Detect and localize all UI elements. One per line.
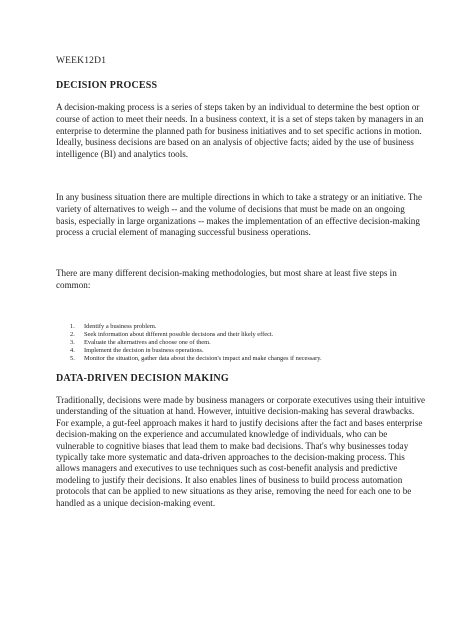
- step-text: Seek information about different possible decisions and their likely effect.: [84, 330, 274, 338]
- step-text: Evaluate the alternatives and choose one of them.: [84, 338, 211, 346]
- step-number: 5.: [70, 354, 75, 362]
- paragraph-business-situation: In any business situation there are multiple directions in which to take a strategy or an initiative. The variety of alternatives to weigh -- and the volume of decisions that must be made on an ongoing basis, especially in large organizations -- makes the implementation of an effective decision-making process a crucial element of managing successful business operations.: [56, 192, 423, 238]
- list-item: [70, 355, 430, 363]
- paragraph-definition: A decision-making process is a series of steps taken by an individual to determine the best option or course of action to meet their needs. In a business context, it is a set of steps taken by managers in an enterprise to determine the planned path for business initiatives and to set specific actions in motion. Ideally, business decisions are based on an analysis of objective facts; aided by the use of business intelligence (BI) and analytics tools.: [56, 102, 424, 160]
- paragraph-data-driven: Traditionally, decisions were made by business managers or corporate executives using their intuitive understanding of the situation at hand. However, intuitive decision-making has several drawbacks. For example, a gut-feel approach makes it hard to justify decisions after the fact and bases enterprise decision-making on the experience and accumulated knowledge of individuals, who can be vulnerable to cognitive biases that lead them to make bad decisions. That's why businesses today typically take more systematic and data-driven approaches to the decision-making process. This allows managers and executives to use techniques such as cost-benefit analysis and predictive modeling to justify their decisions. It also enables lines of business to build process automation protocols that can be applied to new situations as they arise, removing the need for each one to be handled as a unique decision-making event.: [56, 395, 426, 508]
- steps-list: [70, 323, 430, 363]
- step-text: Implement the decision in business operations.: [84, 346, 204, 354]
- paragraph-methodologies: There are many different decision-making methodologies, but most share at least five steps in common:: [56, 268, 397, 290]
- section-heading-decision-process: DECISION PROCESS: [56, 80, 158, 91]
- list-item: [70, 347, 430, 355]
- list-item: [70, 331, 430, 339]
- step-text: Identify a business problem.: [84, 323, 157, 330]
- section-heading-data-driven: DATA-DRIVEN DECISION MAKING: [56, 373, 229, 384]
- step-number: 4.: [70, 346, 75, 354]
- step-number: 3.: [70, 338, 75, 346]
- list-item: [70, 323, 430, 331]
- step-number: 2.: [70, 330, 75, 338]
- document-code: WEEK12D1: [56, 56, 107, 66]
- step-text: Monitor the situation, gather data about the decision's impact and make changes if necessary.: [84, 354, 322, 362]
- list-item: [70, 339, 430, 347]
- step-number: 1.: [70, 323, 75, 330]
